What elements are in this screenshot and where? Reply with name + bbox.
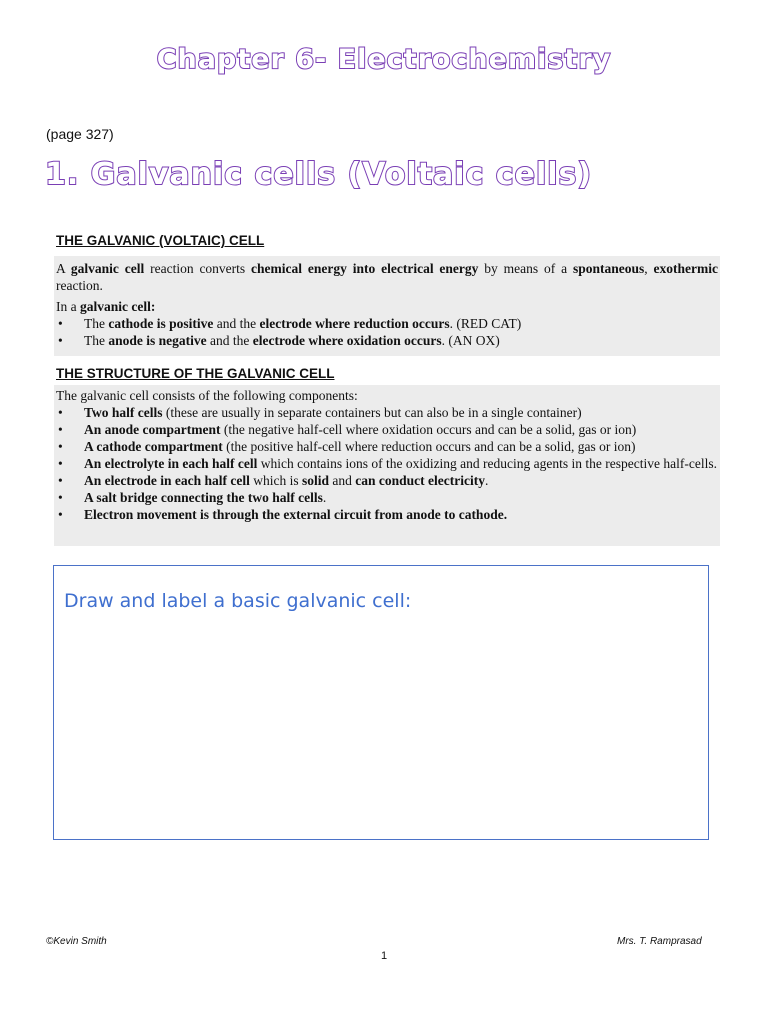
drawing-area[interactable] [53, 565, 709, 840]
footer-author: Mrs. T. Ramprasad [617, 936, 702, 947]
section-title: 1. Galvanic cells (Voltaic cells) [45, 157, 593, 192]
galvanic-cell-bullets [54, 315, 720, 349]
drawing-prompt: Draw and label a basic galvanic cell: [64, 590, 412, 612]
galvanic-cell-intro: A galvanic cell reaction converts chemical energy into electrical energy by means of a spontaneous, exothermic reaction. [56, 261, 718, 293]
list-item: • Two half cells (these are usually in separate containers but can also be in a single container) [54, 404, 720, 421]
list-item: • A salt bridge connecting the two half cells. [54, 489, 720, 506]
chapter-title: Chapter 6- Electrochemistry [156, 44, 612, 75]
page-reference: (page 327) [46, 126, 114, 142]
list-item: • Electron movement is through the external circuit from anode to cathode. [54, 506, 720, 523]
structure-box [54, 385, 720, 546]
list-item: • The cathode is positive and the electrode where reduction occurs. (RED CAT) [54, 315, 720, 332]
footer-copyright: ©Kevin Smith [46, 936, 107, 947]
structure-bullets [54, 404, 720, 523]
list-item: • The anode is negative and the electrode where oxidation occurs. (AN OX) [54, 332, 720, 349]
list-item: • An electrolyte in each half cell which contains ions of the oxidizing and reducing agents in the respective half-cells. [54, 455, 720, 472]
structure-heading: THE STRUCTURE OF THE GALVANIC CELL [56, 366, 335, 381]
list-item: • An anode compartment (the negative half-cell where oxidation occurs and can be a solid, gas or ion) [54, 421, 720, 438]
galvanic-cell-definition-box [54, 256, 720, 356]
galvanic-cell-heading: THE GALVANIC (VOLTAIC) CELL [56, 233, 265, 248]
page-number: 1 [380, 950, 388, 962]
structure-intro: The galvanic cell consists of the following components: [56, 388, 358, 403]
list-item: • An electrode in each half cell which is solid and can conduct electricity. [54, 472, 720, 489]
galvanic-cell-sub-intro: In a galvanic cell: [56, 299, 156, 314]
list-item: • A cathode compartment (the positive half-cell where reduction occurs and can be a solid, gas or ion) [54, 438, 720, 455]
